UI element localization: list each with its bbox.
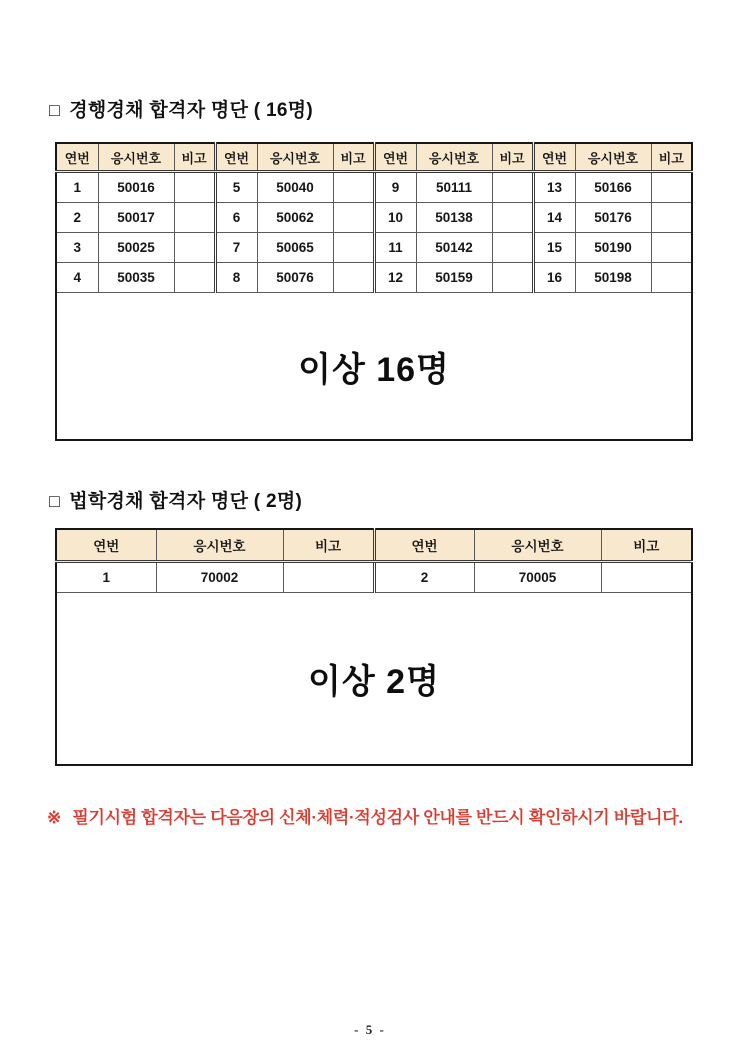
remark-cell <box>492 233 533 263</box>
header-cell: 연번 <box>533 143 575 172</box>
remark-cell <box>492 263 533 293</box>
header-cell: 비고 <box>601 529 692 562</box>
serial-cell: 8 <box>215 263 257 293</box>
remark-cell <box>651 203 692 233</box>
remark-cell <box>333 172 374 203</box>
serial-cell: 1 <box>56 562 156 593</box>
remark-cell <box>333 263 374 293</box>
section1-title: 경행경채 합격자 명단 ( 16명) <box>69 100 314 121</box>
header-cell: 연번 <box>374 143 416 172</box>
exam-number-cell: 50159 <box>416 263 492 293</box>
remark-cell <box>174 233 215 263</box>
table-header-row <box>56 529 692 562</box>
table-row <box>56 263 692 293</box>
remark-cell <box>492 172 533 203</box>
exam-number-cell: 70002 <box>156 562 283 593</box>
header-cell: 응시번호 <box>156 529 283 562</box>
exam-number-cell: 50111 <box>416 172 492 203</box>
section2-heading <box>49 486 302 513</box>
serial-cell: 2 <box>56 203 98 233</box>
summary-row <box>56 293 692 441</box>
remark-cell <box>174 203 215 233</box>
remark-cell <box>174 263 215 293</box>
remark-cell <box>283 562 374 593</box>
exam-number-cell: 50142 <box>416 233 492 263</box>
exam-number-cell: 50065 <box>257 233 333 263</box>
table-row <box>56 562 692 593</box>
pass-list-table-gyeonghaeng <box>55 142 693 441</box>
reference-mark-icon: ※ <box>47 808 61 827</box>
square-bullet-icon: □ <box>49 99 61 120</box>
pass-list-table-beophak <box>55 528 693 766</box>
table-row <box>56 233 692 263</box>
header-cell: 응시번호 <box>474 529 601 562</box>
remark-cell <box>651 233 692 263</box>
remark-cell <box>651 263 692 293</box>
serial-cell: 13 <box>533 172 575 203</box>
remark-cell <box>174 172 215 203</box>
exam-number-cell: 50138 <box>416 203 492 233</box>
serial-cell: 3 <box>56 233 98 263</box>
exam-number-cell: 50016 <box>98 172 174 203</box>
header-cell: 비고 <box>651 143 692 172</box>
footer-notice <box>47 803 707 828</box>
serial-cell: 9 <box>374 172 416 203</box>
header-cell: 연번 <box>56 143 98 172</box>
header-cell: 응시번호 <box>98 143 174 172</box>
serial-cell: 7 <box>215 233 257 263</box>
serial-cell: 2 <box>374 562 474 593</box>
total-count-label: 이상 2명 <box>56 593 692 766</box>
serial-cell: 11 <box>374 233 416 263</box>
serial-cell: 6 <box>215 203 257 233</box>
header-cell: 비고 <box>492 143 533 172</box>
header-cell: 연번 <box>56 529 156 562</box>
header-cell: 응시번호 <box>416 143 492 172</box>
section2-title: 법학경채 합격자 명단 ( 2명) <box>69 491 303 512</box>
exam-number-cell: 50176 <box>575 203 651 233</box>
remark-cell <box>492 203 533 233</box>
serial-cell: 1 <box>56 172 98 203</box>
summary-row <box>56 593 692 766</box>
exam-number-cell: 50035 <box>98 263 174 293</box>
exam-number-cell: 50190 <box>575 233 651 263</box>
serial-cell: 15 <box>533 233 575 263</box>
remark-cell <box>333 233 374 263</box>
serial-cell: 4 <box>56 263 98 293</box>
header-cell: 비고 <box>174 143 215 172</box>
page-number: - 5 - <box>354 1022 386 1037</box>
table-header-row <box>56 143 692 172</box>
serial-cell: 14 <box>533 203 575 233</box>
exam-number-cell: 50017 <box>98 203 174 233</box>
exam-number-cell: 50062 <box>257 203 333 233</box>
table-row <box>56 172 692 203</box>
square-bullet-icon: □ <box>49 490 61 511</box>
serial-cell: 5 <box>215 172 257 203</box>
exam-number-cell: 50025 <box>98 233 174 263</box>
serial-cell: 16 <box>533 263 575 293</box>
header-cell: 응시번호 <box>257 143 333 172</box>
exam-number-cell: 70005 <box>474 562 601 593</box>
serial-cell: 10 <box>374 203 416 233</box>
exam-number-cell: 50076 <box>257 263 333 293</box>
header-cell: 응시번호 <box>575 143 651 172</box>
section1-heading <box>49 95 313 122</box>
table-row <box>56 203 692 233</box>
remark-cell <box>651 172 692 203</box>
serial-cell: 12 <box>374 263 416 293</box>
total-count-label: 이상 16명 <box>56 293 692 441</box>
exam-number-cell: 50040 <box>257 172 333 203</box>
footer-notice-text: 필기시험 합격자는 다음장의 신체·체력·적성검사 안내를 반드시 확인하시기 바랍니다. <box>72 808 683 827</box>
remark-cell <box>601 562 692 593</box>
exam-number-cell: 50166 <box>575 172 651 203</box>
header-cell: 연번 <box>215 143 257 172</box>
header-cell: 연번 <box>374 529 474 562</box>
exam-number-cell: 50198 <box>575 263 651 293</box>
header-cell: 비고 <box>333 143 374 172</box>
header-cell: 비고 <box>283 529 374 562</box>
remark-cell <box>333 203 374 233</box>
